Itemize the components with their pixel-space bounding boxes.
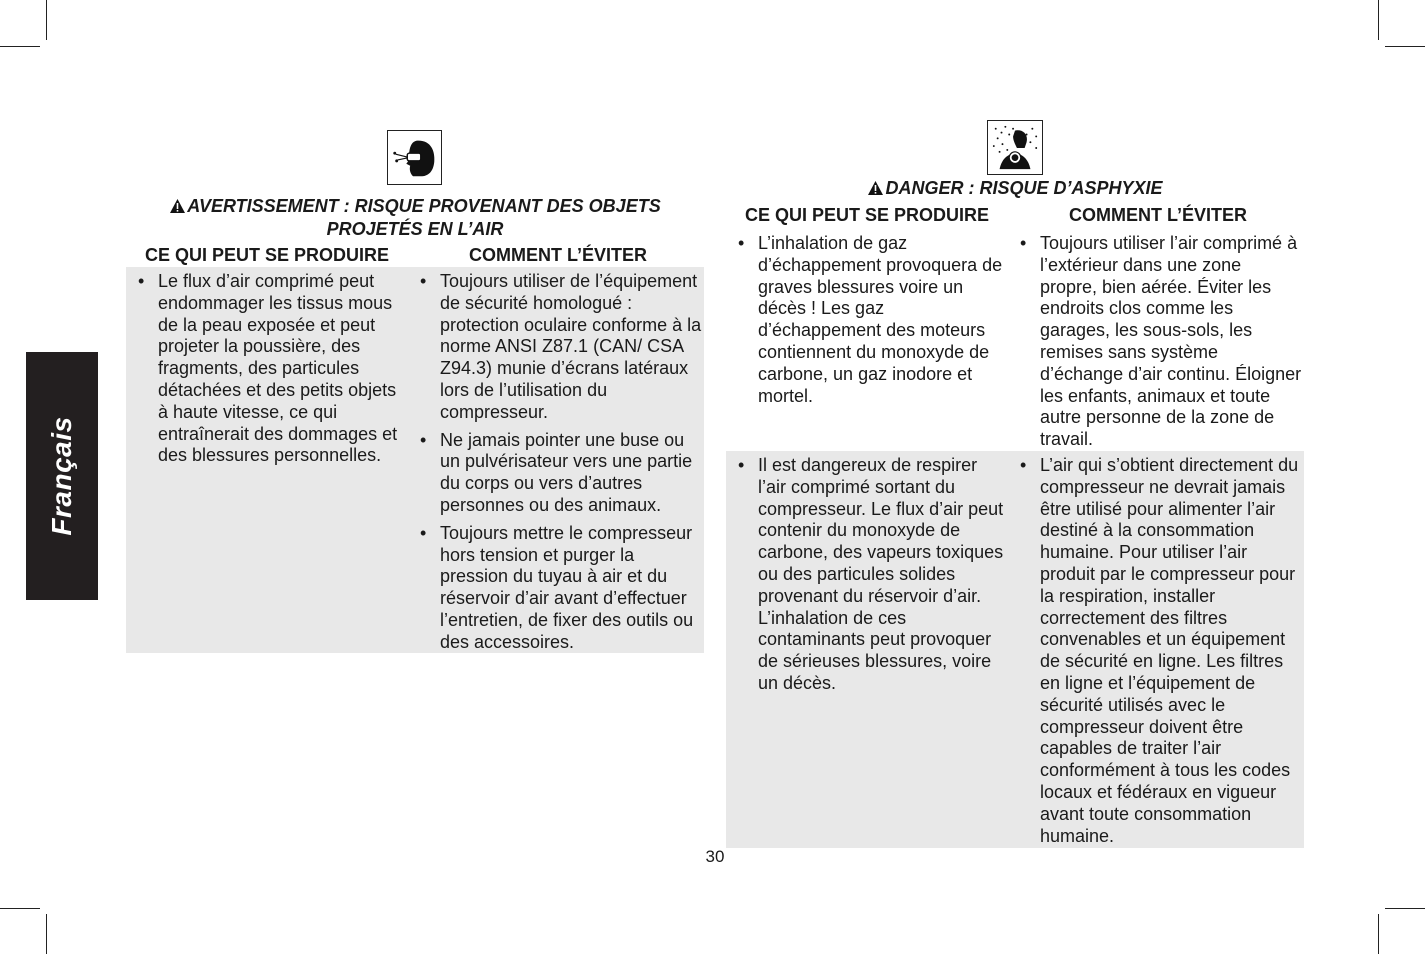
right-col-header-how: COMMENT L’ÉVITER	[1068, 205, 1247, 225]
list-item: • L’inhalation de gaz d’échappement provoquera de graves blessures voire un décès ! Les gaz d’échappement des moteurs contiennent du monoxyde de carbone, un gaz inodore et mortel.	[726, 233, 1004, 407]
list-item: • Toujours utiliser de l’équipement de sécurité homologué : protection oculaire conforme à la norme ANSI Z87.1 (CAN/ CSA Z94.3) munie d’écrans latéraux lors de l’utilisation du compresseur.	[408, 271, 702, 424]
left-row-how-cell	[408, 267, 704, 653]
crop-mark	[1378, 914, 1379, 954]
right-row2-how-cell	[1008, 451, 1304, 848]
right-col-header-what: CE QUI PEUT SE PRODUIRE	[744, 205, 990, 225]
respiratory-hazard-icon	[987, 120, 1043, 175]
list-item: • Toujours utiliser l’air comprimé à l’extérieur dans une zone propre, bien aérée. Éviter les endroits clos comme les garages, les sous-sols, les remises sans système d’échange d’air continu. Éloigner les enfants, animaux et toute autre personne de la zone de travail.	[1008, 233, 1302, 451]
eye-protection-icon	[387, 130, 442, 185]
left-title-line1: AVERTISSEMENT : RISQUE PROVENANT DES OBJETS	[187, 196, 661, 216]
left-col-header-how: COMMENT L’ÉVITER	[468, 245, 647, 265]
list-item: • Le flux d’air comprimé peut endommager les tissus mous de la peau exposée et peut projeter la poussière, des fragments, des particules détachées et des petits objets à haute vitesse, ce qui entraînerait des dommages et des blessures personnelles.	[126, 271, 404, 467]
list-item: • Il est dangereux de respirer l’air comprimé sortant du compresseur. Le flux d’air peut contenir du monoxyde de carbone, des vapeurs toxiques ou des particules solides provenant du réservoir d’air. L’inhalation de ces contaminants peut provoquer de sérieuses blessures, voire un décès.	[726, 455, 1004, 695]
language-label: Français	[46, 416, 77, 536]
crop-mark	[46, 0, 47, 40]
crop-mark	[1385, 908, 1425, 909]
crop-mark	[1385, 46, 1425, 47]
crop-mark	[46, 914, 47, 954]
left-col-header-what: CE QUI PEUT SE PRODUIRE	[144, 245, 390, 265]
warning-triangle-icon	[867, 180, 884, 201]
right-row1-how-cell	[1008, 229, 1304, 451]
language-side-tab	[26, 352, 98, 600]
list-item: • Ne jamais pointer une buse ou un pulvérisateur vers une partie du corps ou vers d’autres personnes ou des animaux.	[408, 430, 702, 517]
page-number: 30	[705, 847, 725, 866]
left-title-line2: PROJETÉS EN L’AIR	[326, 219, 504, 239]
right-row2-what-cell	[726, 451, 1008, 848]
crop-mark	[0, 46, 40, 47]
list-item: • L’air qui s’obtient directement du compresseur ne devrait jamais être utilisé pour alimenter l’air destiné à la consommation humaine. Pour utiliser l’air produit par le compresseur pour la respiration, installer correctement des filtres convenables et un équipement de sécurité en ligne. Les filtres en ligne et l’équipement de sécurité utilisés avec le compresseur doivent être capables de traiter l’air conformément à tous les codes locaux et fédéraux en vigueur avant toute consommation humaine.	[1008, 455, 1302, 847]
list-item: • Toujours mettre le compresseur hors tension et purger la pression du tuyau à air et du réservoir d’air avant d’effectuer l’entretien, de fixer des outils ou des accessoires.	[408, 523, 702, 654]
left-warning-title	[126, 196, 704, 240]
right-danger-title	[726, 178, 1304, 201]
right-title-text: DANGER : RISQUE D’ASPHYXIE	[885, 178, 1163, 198]
warning-triangle-icon	[169, 198, 186, 219]
right-row1-what-cell	[726, 229, 1008, 451]
left-row-what-cell	[126, 267, 408, 653]
crop-mark	[1378, 0, 1379, 40]
crop-mark	[0, 908, 40, 909]
